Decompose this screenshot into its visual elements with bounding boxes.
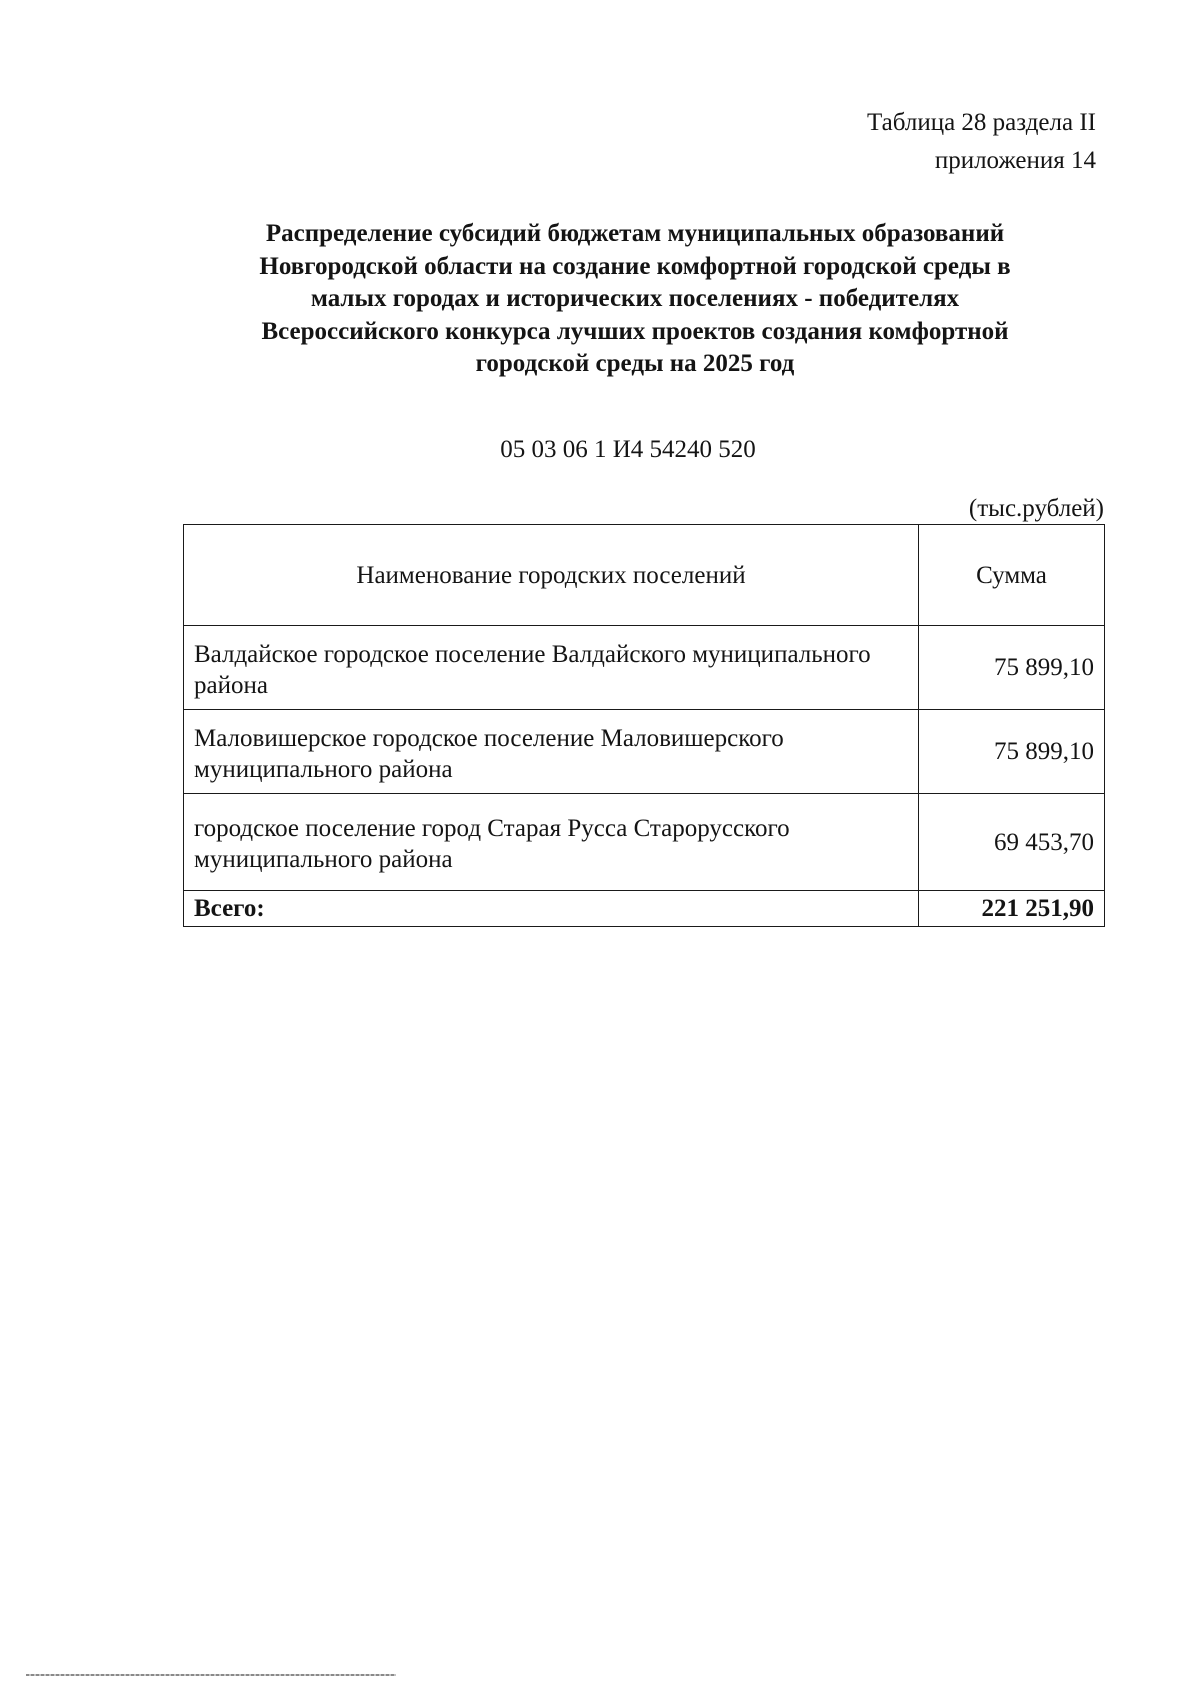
table-header-row <box>184 525 1105 626</box>
settlement-name: Валдайское городское поселение Валдайского муниципального района <box>184 626 919 710</box>
settlement-sum: 69 453,70 <box>919 794 1105 891</box>
column-header-name: Наименование городских поселений <box>184 525 919 626</box>
total-sum: 221 251,90 <box>919 891 1105 927</box>
settlement-name: Маловишерское городское поселение Маловишерского муниципального района <box>184 710 919 794</box>
settlement-sum: 75 899,10 <box>919 626 1105 710</box>
table-row <box>184 626 1105 710</box>
budget-classification-code: 05 03 06 1 И4 54240 520 <box>500 436 756 463</box>
column-header-sum: Сумма <box>919 525 1105 626</box>
table-row <box>184 794 1105 891</box>
table-reference <box>867 104 1096 180</box>
settlement-name: городское поселение город Старая Русса Старорусского муниципального района <box>184 794 919 891</box>
reference-line-table: Таблица 28 раздела II <box>867 109 1096 136</box>
total-label: Всего: <box>184 891 919 927</box>
document-title: Распределение субсидий бюджетам муниципальных образований Новгородской области на создание комфортной городской среды в малых городах и исторических поселениях - победителях Всероссийского конкурса лучших проектов создания комфортной городской среды на 2025 год <box>259 220 1011 377</box>
units-label: (тыс.рублей) <box>968 495 1104 522</box>
reference-line-appendix: приложения 14 <box>934 147 1096 174</box>
table-total-row <box>184 891 1105 927</box>
settlement-sum: 75 899,10 <box>919 710 1105 794</box>
subsidy-distribution-table <box>183 524 1105 927</box>
scan-edge-line <box>26 1674 396 1676</box>
table-row <box>184 710 1105 794</box>
